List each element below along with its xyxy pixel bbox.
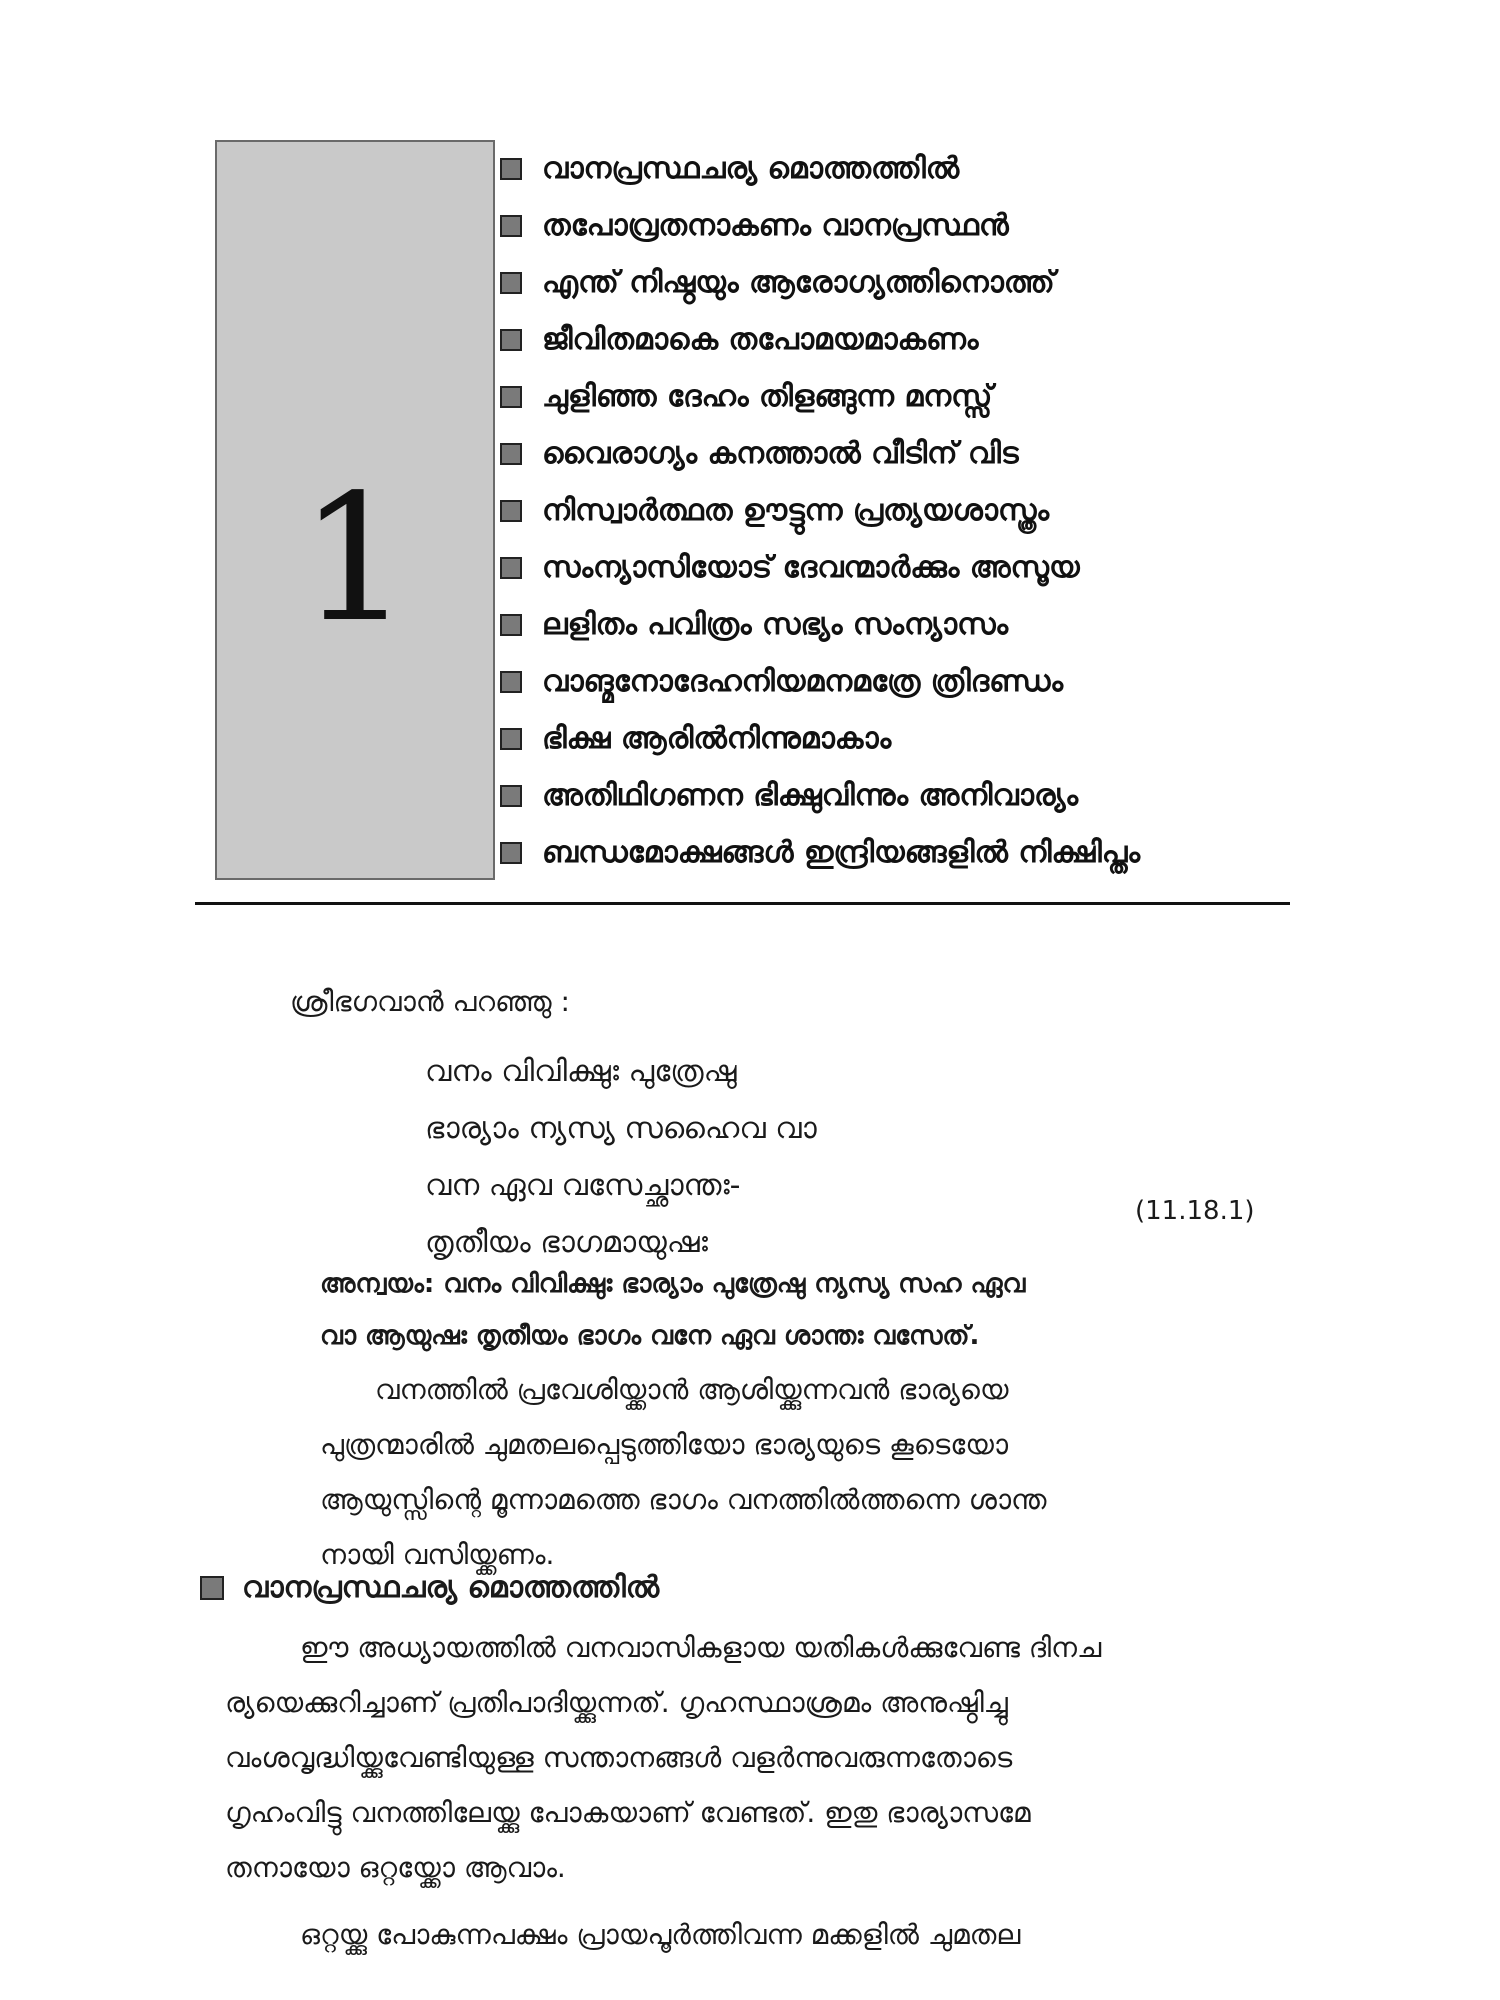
verse-meaning	[320, 1362, 1240, 1582]
square-bullet-icon	[500, 386, 522, 408]
topic-label: നിസ്വാർത്ഥത ഊട്ടുന്ന പ്രത്യയശാസ്ത്രം	[542, 493, 1050, 528]
topic-label: എന്ത് നിഷ്ഠയും ആരോഗ്യത്തിനൊത്ത്	[542, 265, 1055, 300]
body-line: തനായോ ഒറ്റയ്ക്കോ ആവാം.	[225, 1851, 566, 1884]
square-bullet-icon	[500, 443, 522, 465]
horizontal-divider	[195, 902, 1290, 905]
topic-item	[500, 653, 1320, 710]
square-bullet-icon	[500, 215, 522, 237]
square-bullet-icon	[500, 557, 522, 579]
body-line: വംശവൃദ്ധിയ്ക്കുവേണ്ടിയുള്ള സന്താനങ്ങൾ വളർന്നുവരുന്നതോടെ	[225, 1741, 1013, 1774]
anvayam-block	[320, 1258, 1240, 1362]
chapter-number: 1	[299, 458, 411, 661]
chapter-number-box	[215, 140, 495, 880]
square-bullet-icon	[500, 272, 522, 294]
topic-label: ജീവിതമാകെ തപോമയമാകണം	[542, 322, 979, 357]
section-heading-label: വാനപ്രസ്ഥചര്യ മൊത്തത്തിൽ	[242, 1570, 660, 1605]
square-bullet-icon	[500, 158, 522, 180]
square-bullet-icon	[500, 614, 522, 636]
section-body	[225, 1620, 1300, 1962]
topic-label: സംന്യാസിയോട് ദേവന്മാർക്കും അസൂയ	[542, 550, 1080, 585]
topic-label: വാങ്മനോദേഹനിയമനമത്രേ ത്രിദണ്ഡം	[542, 664, 1064, 699]
meaning-line: വനത്തിൽ പ്രവേശിയ്ക്കാൻ ആശിയ്ക്കുന്നവൻ ഭാര്യയെ	[375, 1373, 1009, 1406]
sanskrit-verse	[425, 1043, 817, 1271]
square-bullet-icon	[500, 500, 522, 522]
meaning-line: നായി വസിയ്ക്കണം.	[320, 1538, 555, 1571]
topic-label: വൈരാഗ്യം കനത്താൽ വീടിന് വിട	[542, 436, 1019, 471]
square-bullet-icon	[500, 671, 522, 693]
topic-item	[500, 710, 1320, 767]
topic-item	[500, 824, 1320, 881]
body-line: ര്യയെക്കുറിച്ചാണ് പ്രതിപാദിയ്ക്കുന്നത്. ഗൃഹസ്ഥാശ്രമം അനുഷ്ഠിച്ചു	[225, 1686, 1008, 1719]
meaning-line: പുത്രന്മാരിൽ ചുമതലപ്പെടുത്തിയോ ഭാര്യയുടെ കൂടെയോ	[320, 1428, 1009, 1461]
square-bullet-icon	[200, 1576, 224, 1600]
topic-item	[500, 254, 1320, 311]
speaker-line: ശ്രീഭഗവാൻ പറഞ്ഞു :	[290, 985, 570, 1018]
topic-item	[500, 482, 1320, 539]
topic-item	[500, 596, 1320, 653]
topic-label: ലളിതം പവിത്രം സഭ്യം സംന്യാസം	[542, 607, 1009, 642]
anvayam-line: അന്വയം: വനം വിവിക്ഷുഃ ഭാര്യാം പുത്രേഷു ന്യസ്യ സഹ ഏവ	[320, 1269, 1026, 1299]
topic-item	[500, 197, 1320, 254]
body-line: ഈ അധ്യായത്തിൽ വനവാസികളായ യതികൾക്കുവേണ്ട ദിനച	[300, 1631, 1102, 1664]
meaning-line: ആയുസ്സിന്റെ മൂന്നാമത്തെ ഭാഗം വനത്തിൽത്തന്നെ ശാന്ത	[320, 1483, 1047, 1516]
topic-label: തപോവ്രതനാകണം വാനപ്രസ്ഥൻ	[542, 208, 1009, 243]
verse-line: വന ഏവ വസേച്ഛാന്തഃ-	[425, 1168, 741, 1203]
topic-item	[500, 140, 1320, 197]
body-line: ഗൃഹംവിട്ടു വനത്തിലേയ്ക്കു പോകയാണ് വേണ്ടത്. ഇതു ഭാര്യാസമേ	[225, 1796, 1031, 1829]
square-bullet-icon	[500, 329, 522, 351]
topic-label: ഭിക്ഷ ആരിൽനിന്നുമാകാം	[542, 721, 892, 756]
verse-line: ഭാര്യാം ന്യസ്യ സഹൈവ വാ	[425, 1111, 817, 1146]
verse-reference: (11.18.1)	[1135, 1196, 1255, 1226]
topic-item	[500, 368, 1320, 425]
topic-item	[500, 539, 1320, 596]
topic-label: ചുളിഞ്ഞ ദേഹം തിളങ്ങുന്ന മനസ്സ്	[542, 379, 993, 414]
body-line: ഒറ്റയ്ക്കു പോകുന്നപക്ഷം പ്രായപൂർത്തിവന്ന മക്കളിൽ ചുമതല	[300, 1918, 1021, 1951]
topic-item	[500, 425, 1320, 482]
verse-line: വനം വിവിക്ഷുഃ പുത്രേഷു	[425, 1054, 737, 1089]
anvayam-line: വാ ആയുഷഃ തൃതീയം ഭാഗം വനേ ഏവ ശാന്തഃ വസേത്.	[320, 1321, 980, 1351]
topic-label: അതിഥിഗണന ഭിക്ഷുവിന്നും അനിവാര്യം	[542, 778, 1079, 813]
square-bullet-icon	[500, 728, 522, 750]
chapter-topics-list	[500, 140, 1320, 881]
topic-item	[500, 311, 1320, 368]
topic-label: ബന്ധമോക്ഷങ്ങൾ ഇന്ദ്രിയങ്ങളിൽ നിക്ഷിപ്തം	[542, 835, 1141, 870]
topic-label: വാനപ്രസ്ഥചര്യ മൊത്തത്തിൽ	[542, 151, 960, 186]
verse-line: തൃതീയം ഭാഗമായുഷഃ	[425, 1225, 708, 1260]
topic-item	[500, 767, 1320, 824]
section-heading	[200, 1570, 659, 1605]
square-bullet-icon	[500, 842, 522, 864]
square-bullet-icon	[500, 785, 522, 807]
